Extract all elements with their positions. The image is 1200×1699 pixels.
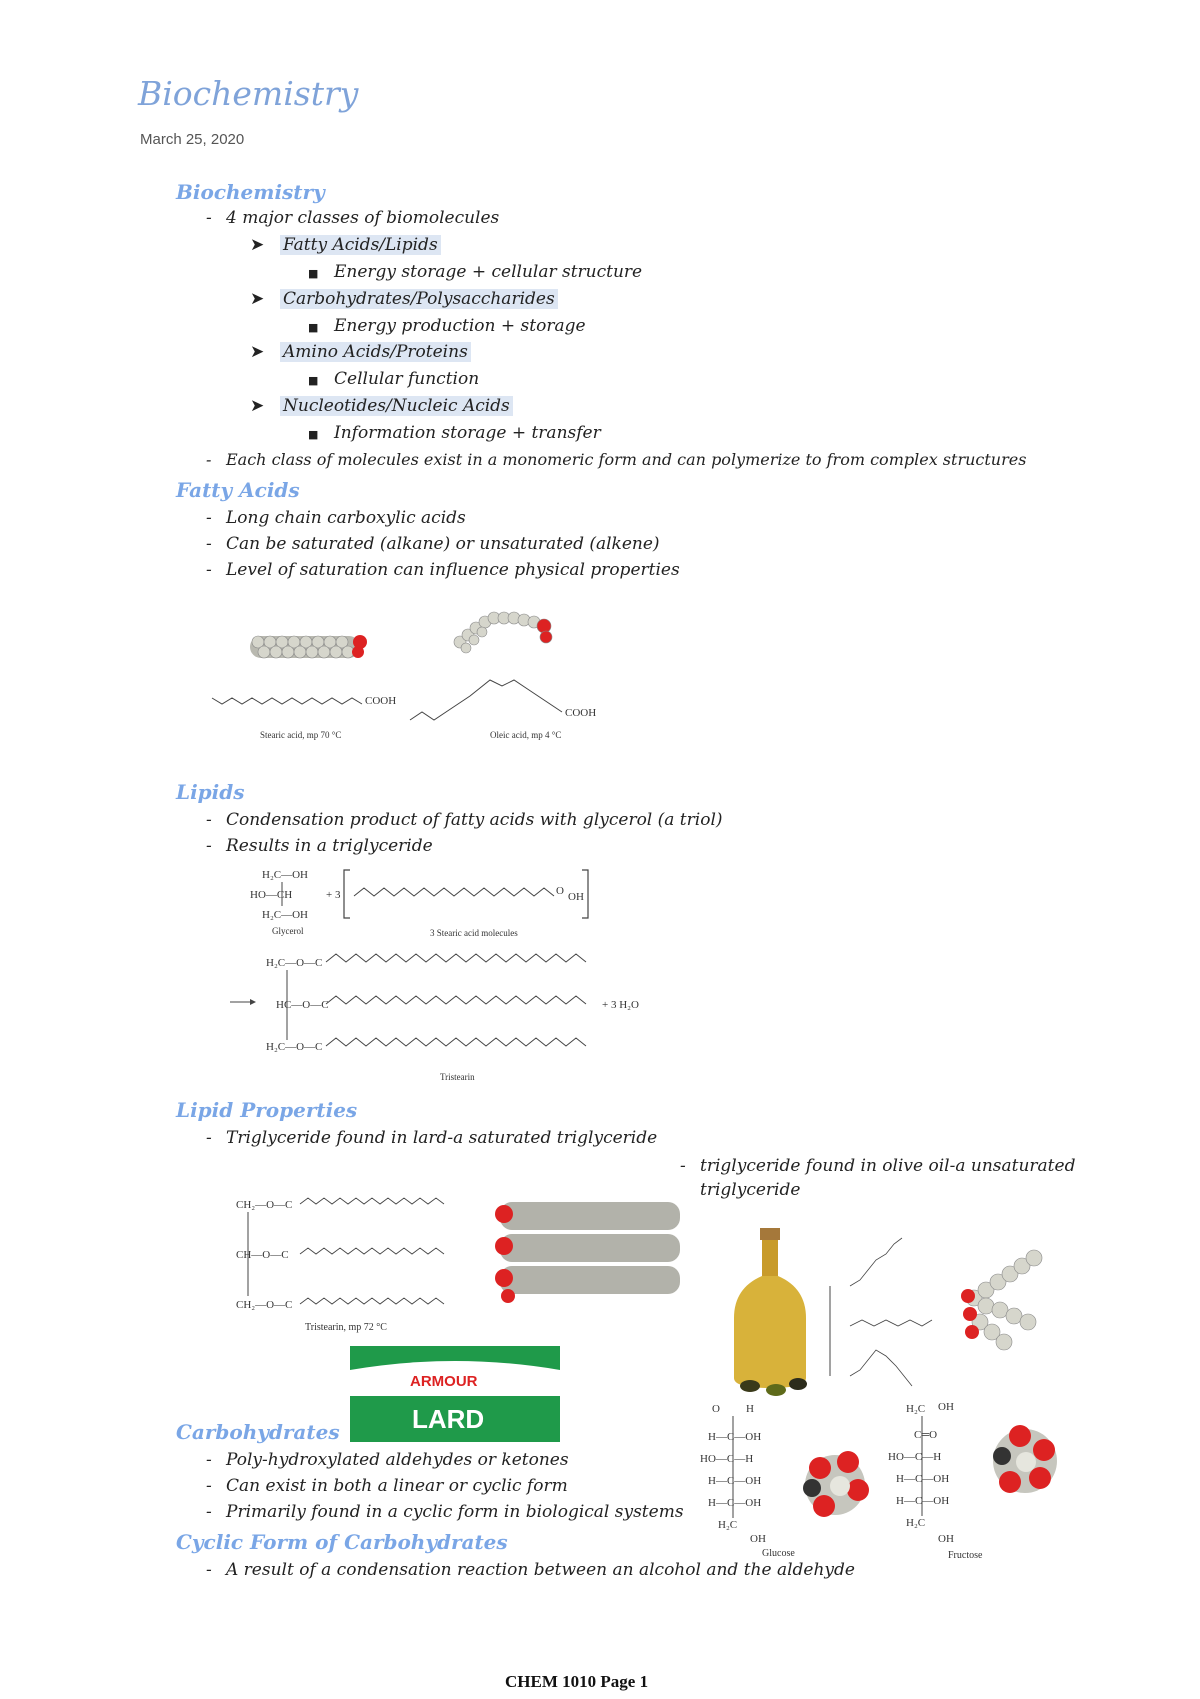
glucose-aldehyde-h: H (746, 1403, 754, 1415)
arrow-bullet-icon: ➤ (250, 235, 265, 255)
carbs-bullet-3: - Primarily found in a cyclic form in biological systems (206, 1502, 684, 1522)
oleic-skeletal (410, 680, 562, 720)
unsaturated-space-fill-model (952, 1238, 1062, 1358)
square-bullet-icon: ■ (308, 267, 319, 280)
tristearin-row-3: CH₂—O—C (236, 1299, 293, 1311)
glycerol-line-2: HO—CH (250, 889, 293, 901)
fructose-c6: H₂C (906, 1517, 926, 1529)
stearic-chain (354, 888, 554, 896)
fructose-c2: C═O (914, 1429, 938, 1441)
fructose-space-fill-model (980, 1416, 1070, 1506)
square-bullet-icon: ■ (308, 428, 319, 441)
olive-oil-bottle (720, 1228, 820, 1398)
lard-package (350, 1346, 560, 1442)
tristearin-row-2: CH—O—C (236, 1249, 289, 1261)
tristearin-line-1: H₂C—O—C (266, 957, 323, 969)
heading-biochemistry: Biochemistry (176, 180, 325, 204)
tristearin-row-1: CH₂—O—C (236, 1199, 293, 1211)
page-footer: CHEM 1010 Page 1 (505, 1672, 649, 1691)
triolein-structure (820, 1226, 950, 1401)
stearic-cooh: COOH (365, 695, 397, 707)
plus-water: + 3 H₂O (602, 999, 639, 1011)
glucose-c2: H—C—OH (708, 1431, 762, 1443)
stearic-caption: Stearic acid, mp 70 °C (260, 730, 342, 740)
carbs-bullet-1: - Poly-hydroxylated aldehydes or ketones (206, 1450, 569, 1470)
oleic-caption: Oleic acid, mp 4 °C (490, 730, 562, 740)
arrow-bullet-icon: ➤ (250, 342, 265, 362)
class-amino-acids: ➤ Amino Acids/Proteins (250, 342, 471, 362)
carbonyl-o: O (556, 885, 564, 897)
tristearin-structure (230, 1176, 460, 1321)
fructose-c1-oh: OH (938, 1401, 954, 1413)
class-nucleotides: ➤ Nucleotides/Nucleic Acids (250, 396, 513, 416)
props-bullet-olive: - triglyceride found in olive oil-a unsaturated (680, 1156, 1076, 1176)
class-carbohydrates: ➤ Carbohydrates/Polysaccharides (250, 289, 558, 309)
fatty-bullet-1: - Long chain carboxylic acids (206, 508, 466, 528)
glucose-space-fill-model (790, 1440, 880, 1530)
class-fatty-acids: ➤ Fatty Acids/Lipids (250, 235, 441, 255)
tristearin-caption: Tristearin, mp 72 °C (305, 1322, 387, 1333)
stearic-molecules-label: 3 Stearic acid molecules (430, 928, 518, 938)
arrow-bullet-icon: ➤ (250, 396, 265, 416)
oleic-space-fill-model (454, 612, 552, 653)
triglyceride-reaction-figure (230, 858, 690, 1093)
lard-brand: ARMOUR (410, 1373, 478, 1390)
glucose-c4: H—C—OH (708, 1475, 762, 1487)
tristearin-label: Tristearin (440, 1072, 475, 1082)
plus-three: + 3 (326, 889, 341, 901)
props-bullet-lard: - Triglyceride found in lard-a saturated triglyceride (206, 1128, 658, 1148)
glycerol-label: Glycerol (272, 926, 304, 936)
arrow-bullet-icon: ➤ (250, 289, 265, 309)
page-title: Biochemistry (138, 74, 359, 113)
class-amino-acids-detail: ■ Cellular function (308, 369, 480, 389)
glycerol-line-1: H₂C—OH (262, 869, 309, 881)
class-fatty-acids-detail: ■ Energy storage + cellular structure (308, 262, 643, 282)
square-bullet-icon: ■ (308, 374, 319, 387)
heading-fatty-acids: Fatty Acids (176, 478, 300, 502)
fructose-c3: HO—C—H (888, 1451, 942, 1463)
fatty-bullet-3: - Level of saturation can influence physical properties (206, 560, 680, 580)
heading-lipid-properties: Lipid Properties (176, 1098, 358, 1122)
props-bullet-olive-cont: triglyceride (700, 1180, 801, 1200)
glucose-label: Glucose (762, 1548, 795, 1559)
heading-carbohydrates: Carbohydrates (176, 1420, 340, 1444)
class-nucleotides-detail: ■ Information storage + transfer (308, 423, 601, 443)
glucose-oh: OH (750, 1533, 766, 1545)
fructose-c1: H₂C (906, 1403, 926, 1415)
heading-cyclic-carbs: Cyclic Form of Carbohydrates (176, 1530, 508, 1554)
saturated-space-fill-model (490, 1196, 690, 1304)
square-bullet-icon: ■ (308, 321, 319, 334)
glucose-c5: H—C—OH (708, 1497, 762, 1509)
tristearin-line-3: H₂C—O—C (266, 1041, 323, 1053)
glucose-c3: HO—C—H (700, 1453, 754, 1465)
bullet-polymerize: - Each class of molecules exist in a monomeric form and can polymerize to from complex structures (206, 450, 1027, 469)
bullet-major-classes: - 4 major classes of biomolecules (206, 208, 500, 228)
fatty-acid-figure (200, 600, 660, 760)
lipids-bullet-2: - Results in a triglyceride (206, 836, 433, 856)
lard-product: LARD (412, 1404, 485, 1434)
stearic-skeletal (212, 698, 362, 704)
tristearin-line-2: HC—O—C (276, 999, 329, 1011)
fructose-oh: OH (938, 1533, 954, 1545)
class-carbohydrates-detail: ■ Energy production + storage (308, 316, 586, 336)
glucose-c6: H₂C (718, 1519, 738, 1531)
oleic-cooh: COOH (565, 707, 597, 719)
carbs-bullet-2: - Can exist in both a linear or cyclic form (206, 1476, 568, 1496)
acid-oh: OH (568, 891, 584, 903)
fructose-label: Fructose (948, 1550, 983, 1561)
page-date: March 25, 2020 (140, 131, 245, 148)
fructose-c5: H—C—OH (896, 1495, 950, 1507)
lipids-bullet-1: - Condensation product of fatty acids with glycerol (a triol) (206, 810, 723, 830)
fructose-linear-structure (880, 1398, 990, 1553)
glycerol-line-3: H₂C—OH (262, 909, 309, 921)
cyclic-bullet-1: - A result of a condensation reaction between an alcohol and the aldehyde (206, 1560, 855, 1580)
heading-lipids: Lipids (176, 780, 245, 804)
glucose-aldehyde-o: O (712, 1403, 720, 1415)
fructose-c4: H—C—OH (896, 1473, 950, 1485)
stearic-space-fill-model (250, 635, 367, 658)
fatty-bullet-2: - Can be saturated (alkane) or unsaturated (alkene) (206, 534, 660, 554)
